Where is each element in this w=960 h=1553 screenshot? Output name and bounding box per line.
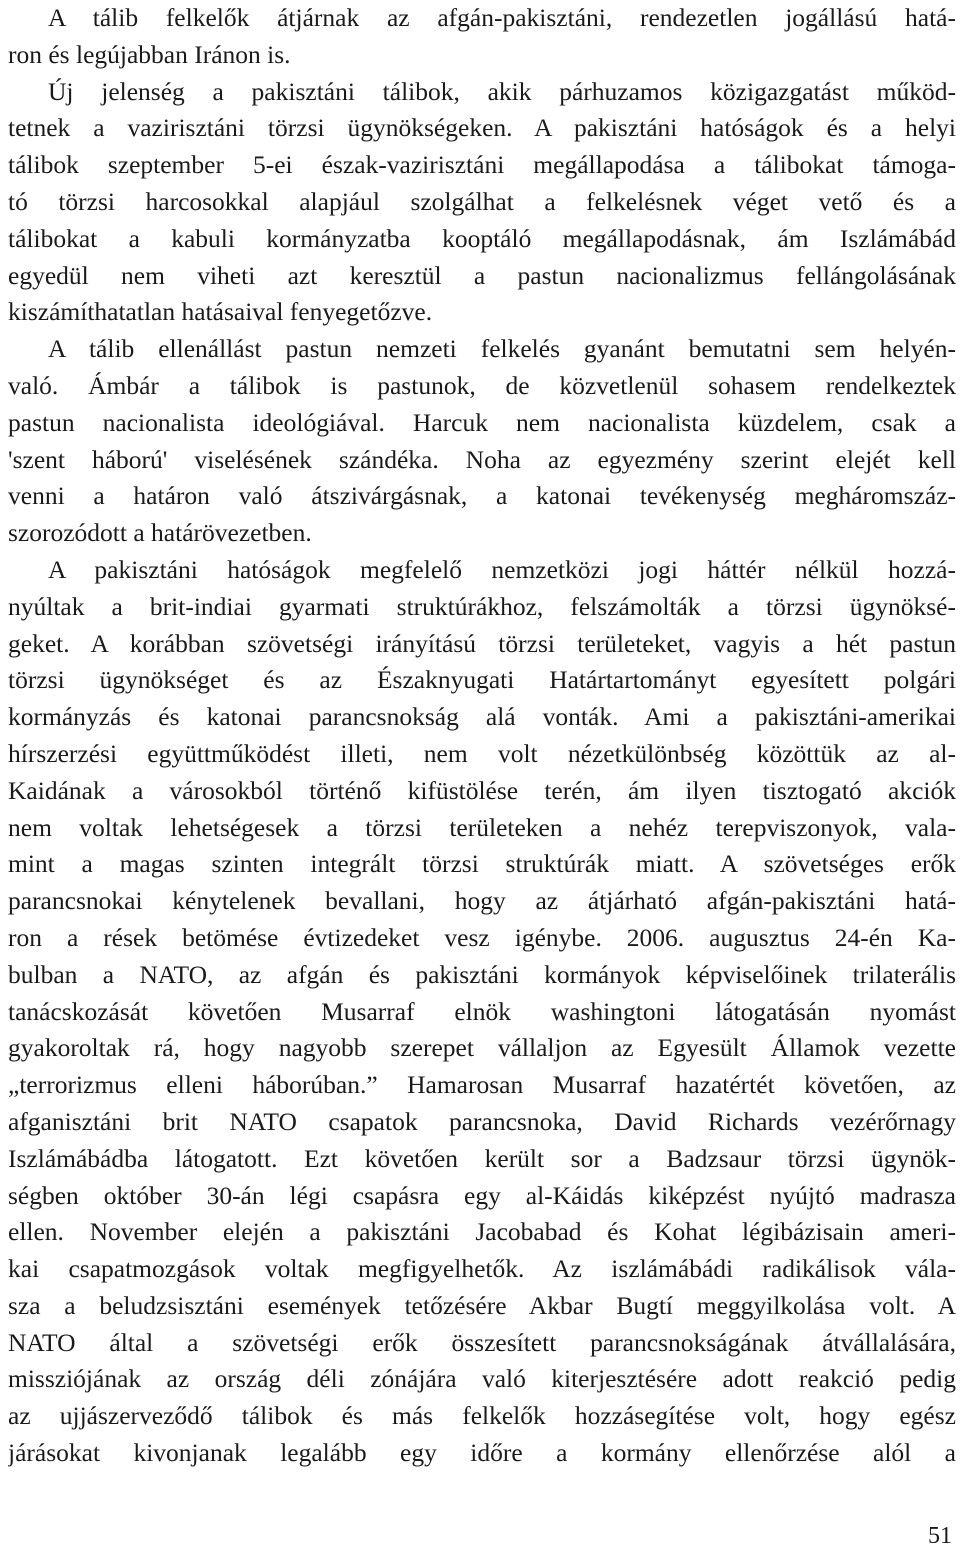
text-line: tanácskozását követően Musarraf elnök washingtoni látogatásán nyomást — [8, 996, 956, 1026]
text-line: A tálib ellenállást pastun nemzeti felkelés gyanánt bemutatni sem helyén- — [48, 334, 956, 364]
text-line: Kaidának a városokból történő kifüstölése terén, ám ilyen tisztogató akciók — [8, 775, 956, 805]
text-line: bulban a NATO, az afgán és pakisztáni kormányok képviselőinek trilaterális — [8, 959, 956, 989]
text-line: ségben október 30-án légi csapásra egy al-Káidás kiképzést nyújtó madrasza — [8, 1180, 956, 1210]
text-line: nyúltak a brit-indiai gyarmati struktúrákhoz, felszámolták a törzsi ügynöksé- — [8, 591, 956, 621]
page-number: 51 — [928, 1523, 952, 1549]
text-line: tálibok szeptember 5-ei észak-vazirisztáni megállapodása a tálibokat támoga- — [8, 150, 956, 180]
text-line: pastun nacionalista ideológiával. Harcuk nem nacionalista küzdelem, csak a — [8, 407, 956, 437]
text-line: „terrorizmus elleni háborúban.” Hamarosan Musarraf hazatértét követően, az — [8, 1070, 956, 1100]
text-line: ron a rések betömése évtizedeket vesz igénybe. 2006. augusztus 24-én Ka- — [8, 922, 956, 952]
text-line: venni a határon való átszivárgásnak, a katonai tevékenység megháromszáz- — [8, 481, 956, 511]
text-line: Új jelenség a pakisztáni tálibok, akik párhuzamos közigazgatást működ- — [48, 76, 956, 106]
text-line: kai csapatmozgások voltak megfigyelhetők. Az iszlámábádi radikálisok vála- — [8, 1254, 956, 1284]
text-line: kormányzás és katonai parancsnokság alá vonták. Ami a pakisztáni-amerikai — [8, 702, 956, 732]
text-line: ellen. November elején a pakisztáni Jacobabad és Kohat légibázisain ameri- — [8, 1217, 956, 1247]
text-line: kiszámíthatatlan hatásaival fenyegetőzve. — [8, 297, 433, 327]
text-line: tó törzsi harcosokkal alapjául szolgálhat a felkelésnek véget vető és a — [8, 186, 956, 216]
text-line: ron és legújabban Iránon is. — [8, 39, 291, 69]
text-line: sza a beludzsisztáni események tetőzésére Akbar Bugtí meggyilkolása volt. A — [8, 1290, 956, 1320]
text-line: missziójának az ország déli zónájára való kiterjesztésére adott reakció pedig — [8, 1364, 956, 1394]
text-line: gyakoroltak rá, hogy nagyobb szerepet vállaljon az Egyesült Államok vezette — [8, 1033, 956, 1063]
text-line: járásokat kivonjanak legalább egy időre a kormány ellenőrzése alól a — [8, 1438, 956, 1468]
text-line: tetnek a vazirisztáni törzsi ügynökségeken. A pakisztáni hatóságok és a helyi — [8, 113, 956, 143]
text-line: 'szent háború' viselésének szándéka. Noha az egyezmény szerint elejét kell — [8, 444, 956, 474]
text-line: való. Ámbár a tálibok is pastunok, de közvetlenül sohasem rendelkeztek — [8, 370, 956, 400]
text-line: hírszerzési együttműködést illeti, nem volt nézetkülönbség közöttük az al- — [8, 738, 956, 768]
text-line: NATO által a szövetségi erők összesített parancsnokságának átvállalására, — [8, 1327, 956, 1357]
text-line: A tálib felkelők átjárnak az afgán-pakisztáni, rendezetlen jogállású hatá- — [48, 3, 956, 32]
text-line: nem voltak lehetségesek a törzsi területeken a nehéz terepviszonyok, vala- — [8, 812, 956, 842]
text-line: az ujjászerveződő tálibok és más felkelők hozzásegítése volt, hogy egész — [8, 1401, 956, 1431]
text-line: egyedül nem viheti azt keresztül a pastun nacionalizmus fellángolásának — [8, 260, 956, 290]
text-line: mint a magas szinten integrált törzsi struktúrák miatt. A szövetséges erők — [8, 849, 956, 879]
text-line: Iszlámábádba látogatott. Ezt követően került sor a Badzsaur törzsi ügynök- — [8, 1143, 956, 1173]
text-line: parancsnokai kénytelenek bevallani, hogy az átjárható afgán-pakisztáni hatá- — [8, 886, 956, 916]
document-page — [8, 0, 956, 1472]
text-line: geket. A korábban szövetségi irányítású törzsi területeket, vagyis a hét pastun — [8, 628, 956, 658]
text-line: törzsi ügynökséget és az Északnyugati Határtartományt egyesített polgári — [8, 665, 956, 695]
text-line: tálibokat a kabuli kormányzatba kooptáló megállapodásnak, ám Iszlámábád — [8, 223, 956, 253]
text-line: A pakisztáni hatóságok megfelelő nemzetközi jogi háttér nélkül hozzá- — [48, 554, 956, 584]
text-line: szorozódott a határövezetben. — [8, 518, 312, 548]
text-line: afganisztáni brit NATO csapatok parancsnoka, David Richards vezérőrnagy — [8, 1106, 956, 1136]
